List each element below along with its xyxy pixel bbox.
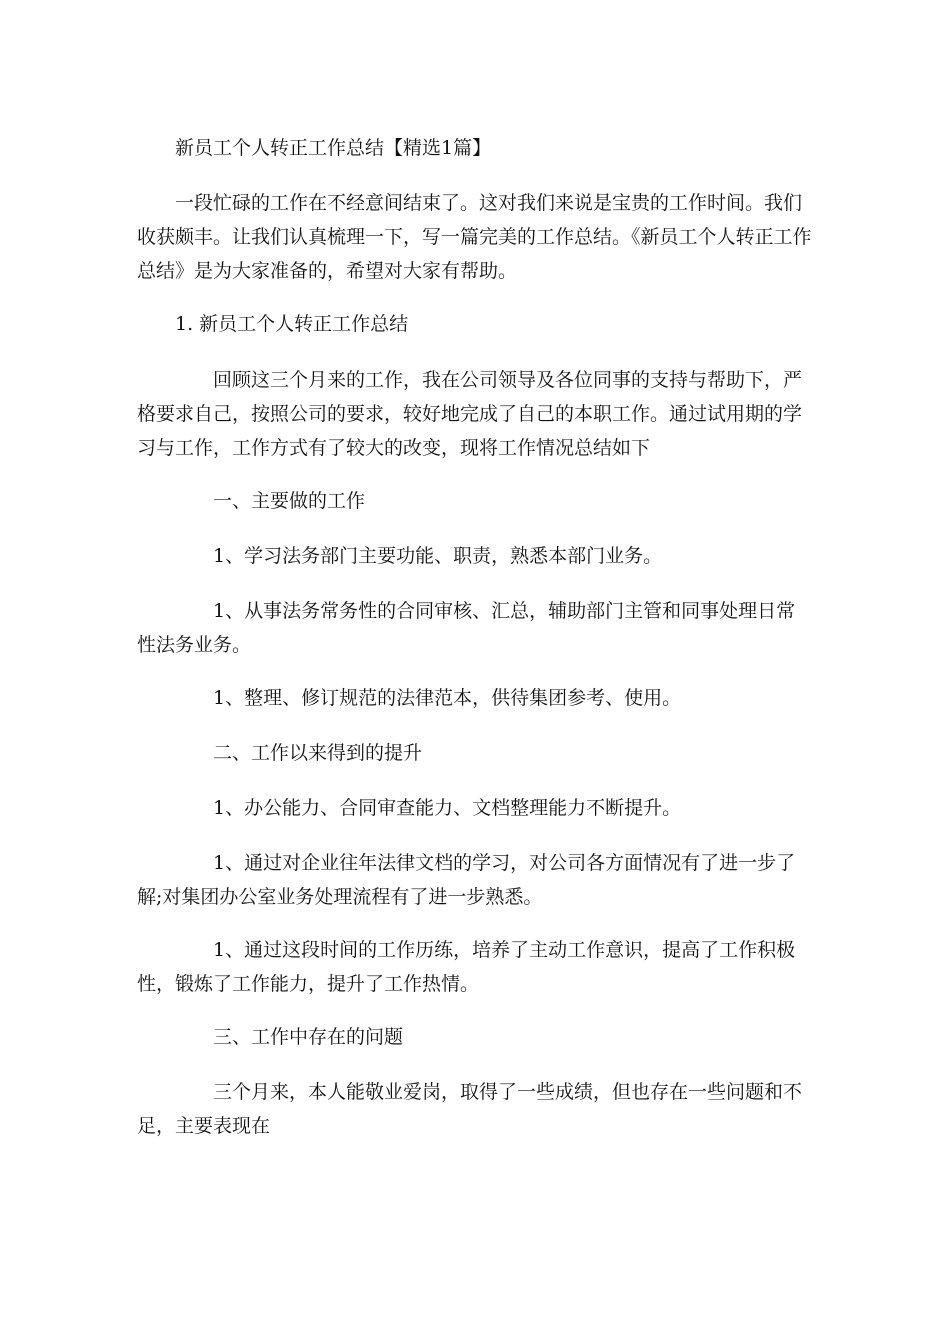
document-title: 新员工个人转正工作总结【精选1篇】 <box>175 137 492 159</box>
list-item: 1、通过这段时间的工作历练，培养了主动工作意识，提高了工作积极性，锻炼了工作能力，提升了工作热情。 <box>137 939 796 995</box>
body-paragraph-problems: 三个月来，本人能敬业爱岗，取得了一些成绩，但也存在一些问题和不足，主要表现在 <box>137 1081 803 1137</box>
section-heading: 1. 新员工个人转正工作总结 <box>175 313 409 335</box>
list-item: 1、学习法务部门主要功能、职责，熟悉本部门业务。 <box>213 545 663 567</box>
list-item: 1、办公能力、合同审查能力、文档整理能力不断提升。 <box>213 797 682 819</box>
heading-main-work: 一、主要做的工作 <box>213 490 366 512</box>
list-item: 1、通过对企业往年法律文档的学习，对公司各方面情况有了进一步了解;对集团办公室业务处理流程有了进一步熟悉。 <box>137 852 796 908</box>
heading-improvements: 二、工作以来得到的提升 <box>213 742 423 764</box>
list-item: 1、整理、修订规范的法律范本，供待集团参考、使用。 <box>213 687 682 709</box>
intro-paragraph: 一段忙碌的工作在不经意间结束了。这对我们来说是宝贵的工作时间。我们收获颇丰。让我们认真梳理一下，写一篇完美的工作总结。《新员工个人转正工作总结》是为大家准备的，希望对大家有帮助。 <box>137 192 812 282</box>
heading-problems: 三、工作中存在的问题 <box>213 1026 404 1048</box>
list-item: 1、从事法务常务性的合同审核、汇总，辅助部门主管和同事处理日常性法务业务。 <box>137 600 796 656</box>
body-paragraph-review: 回顾这三个月来的工作，我在公司领导及各位同事的支持与帮助下，严格要求自己，按照公司的要求，较好地完成了自己的本职工作。通过试用期的学习与工作，工作方式有了较大的改变，现将工作情况总结如下 <box>137 369 803 459</box>
